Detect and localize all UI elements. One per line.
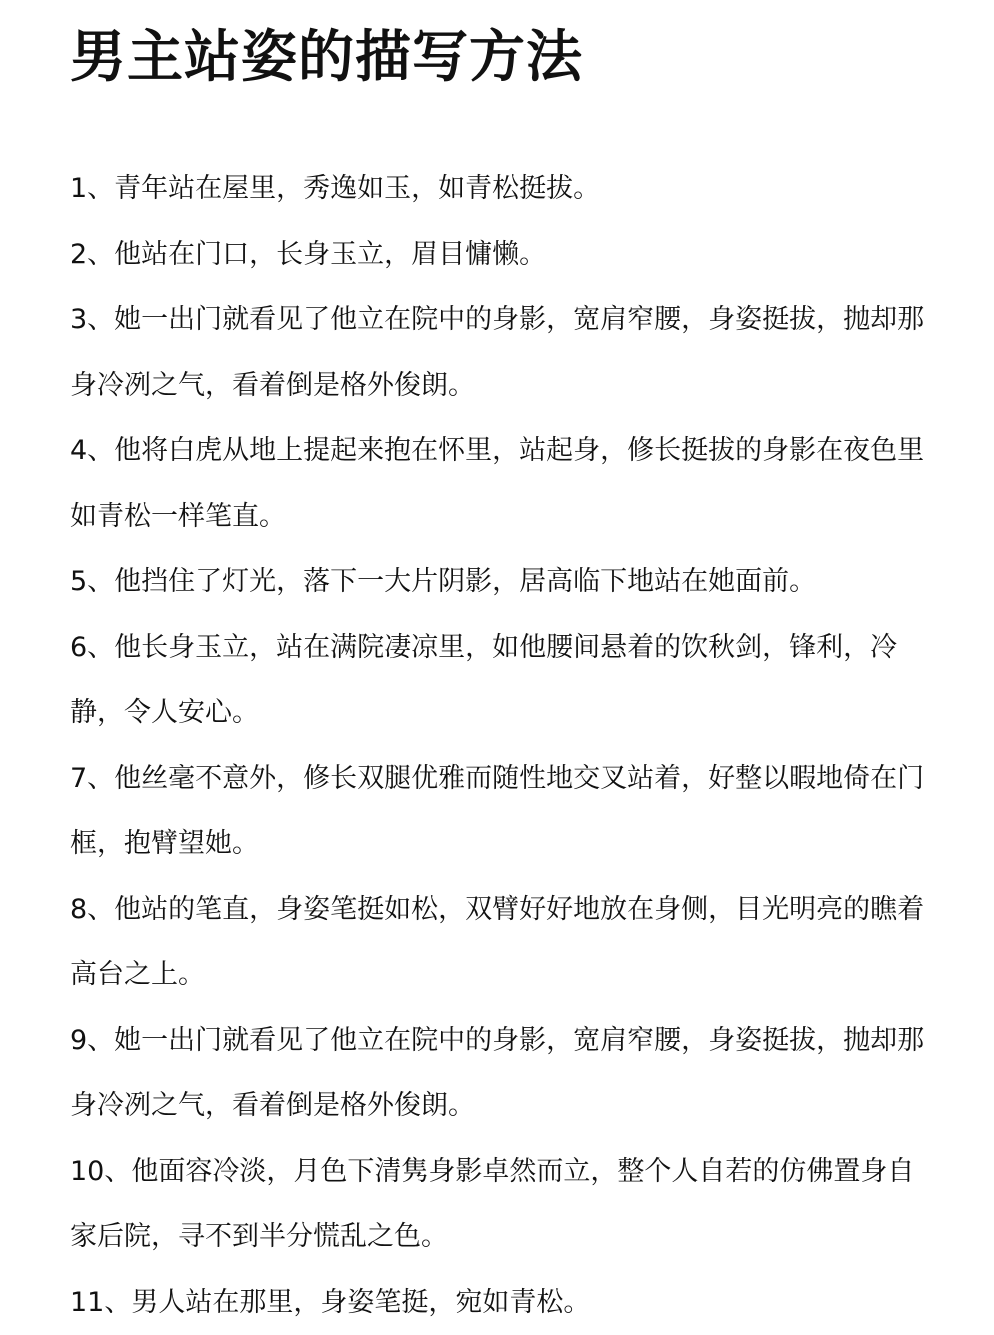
list-item-2: 2、他站在门口，长身玉立，眉目慵懒。 [70,222,930,288]
page-title: 男主站姿的描写方法 [70,22,583,94]
list-item-9: 9、她一出门就看见了他立在院中的身影，宽肩窄腰，身姿挺拔，抛却那身冷冽之气，看着倒是格外俊朗。 [70,1008,930,1139]
list-item-3: 3、她一出门就看见了他立在院中的身影，宽肩窄腰，身姿挺拔，抛却那身冷冽之气，看着倒是格外俊朗。 [70,287,930,418]
list-item-4: 4、他将白虎从地上提起来抱在怀里，站起身，修长挺拔的身影在夜色里如青松一样笔直。 [70,418,930,549]
item-list [70,156,930,1335]
list-item-10: 10、他面容冷淡，月色下清隽身影卓然而立，整个人自若的仿佛置身自家后院，寻不到半分慌乱之色。 [70,1139,930,1270]
list-item-5: 5、他挡住了灯光，落下一大片阴影，居高临下地站在她面前。 [70,549,930,615]
list-item-8: 8、他站的笔直，身姿笔挺如松，双臂好好地放在身侧，目光明亮的瞧着高台之上。 [70,877,930,1008]
list-item-7: 7、他丝毫不意外，修长双腿优雅而随性地交叉站着，好整以暇地倚在门框，抱臂望她。 [70,746,930,877]
list-item-6: 6、他长身玉立，站在满院凄凉里，如他腰间悬着的饮秋剑，锋利，冷静，令人安心。 [70,615,930,746]
list-item-11: 11、男人站在那里，身姿笔挺，宛如青松。 [70,1270,930,1335]
list-item-1: 1、青年站在屋里，秀逸如玉，如青松挺拔。 [70,156,930,222]
